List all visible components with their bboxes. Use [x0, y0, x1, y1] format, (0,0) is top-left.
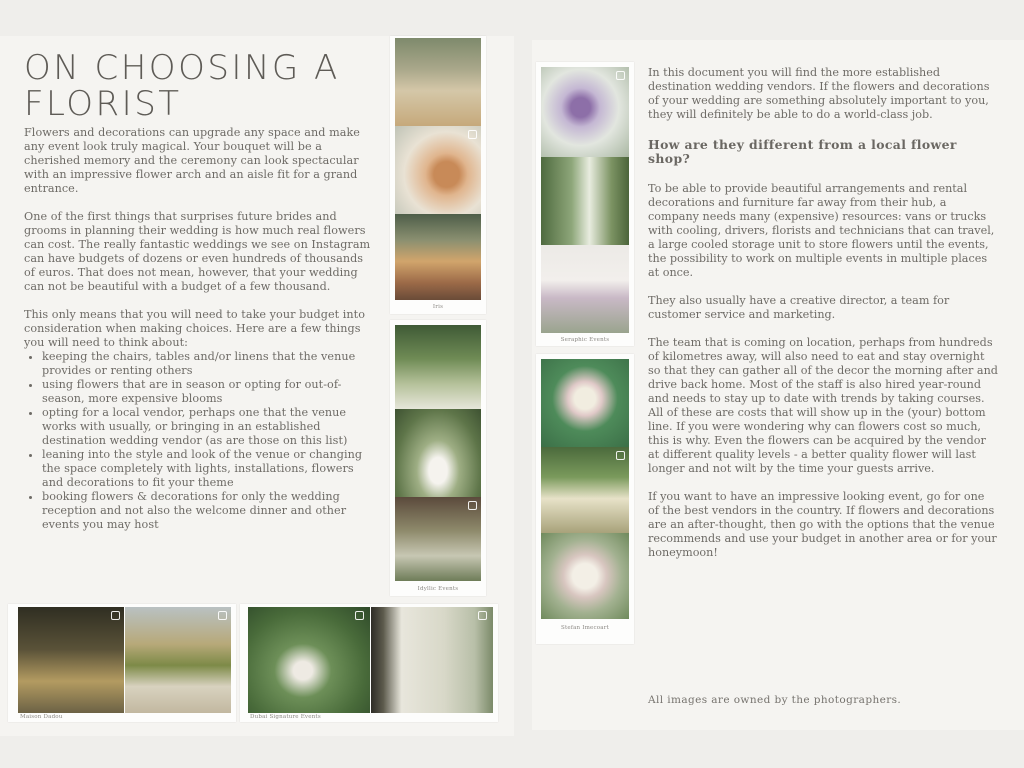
paragraph: To be able to provide beautiful arrangements and rental decorations and furniture far away from their hub, a company needs many (expensive) resources: vans or trucks with cooling, drivers, florists and technicians that can travel, a large cooled storage unit to store flowers until the events, the possibility to work on multiple events in multiple places at once.	[648, 182, 995, 279]
instagram-icon	[616, 451, 625, 460]
photo-reception-hall	[395, 38, 481, 126]
paragraph: In this document you will find the more established destination wedding vendors. If the flowers and decorations of your wedding are something absolutely important to you, they will definitely be able to do a world-class job.	[648, 66, 990, 121]
photo-bouquet-green	[541, 359, 629, 447]
considerations-list	[24, 350, 374, 532]
photo-outdoor-chairs	[18, 607, 124, 713]
photo-credit: Maison Dadou	[20, 714, 63, 720]
list-item: • opting for a local vendor, perhaps one that the venue works with usually, or bringing in an established destination wedding vendor (as are those on this list)	[42, 406, 374, 448]
photo-floral-doorway	[541, 157, 629, 245]
pin-icon	[355, 611, 364, 620]
photo-card-stefan	[536, 354, 634, 644]
photo-garden-table	[395, 325, 481, 409]
instagram-icon	[468, 130, 477, 139]
image-ownership-note: All images are owned by the photographers.	[648, 694, 902, 706]
paragraph: Flowers and decorations can upgrade any space and make any event look truly magical. Your bouquet will be a cherished memory and the ceremony can look spectacular with an impressive flower arch and an aisle fit for a grand entrance.	[24, 126, 360, 195]
page-title: ON CHOOSING A FLORIST	[24, 48, 340, 124]
video-icon	[468, 501, 477, 510]
list-item: • keeping the chairs, tables and/or linens that the venue provides or renting others	[42, 350, 374, 378]
photo-sunset-dinner	[125, 607, 231, 713]
left-body	[24, 126, 374, 532]
photo-credit: Iris	[432, 304, 444, 310]
photo-hand-bouquet	[541, 533, 629, 619]
photo-card-maison	[8, 604, 236, 722]
photo-credit: Dubai Signature Events	[250, 714, 321, 720]
list-item: • using flowers that are in season or opting for out-of-season, more expensive blooms	[42, 378, 374, 406]
instagram-icon	[616, 71, 625, 80]
video-icon	[111, 611, 120, 620]
photo-purple-centerpiece	[541, 67, 629, 157]
photo-white-flower-wall	[371, 607, 493, 713]
list-item: • leaning into the style and look of the venue or changing the space completely with lights, installations, flowers and decorations to fit your theme	[42, 448, 374, 490]
right-body	[648, 66, 998, 574]
photo-peach-roses	[395, 126, 481, 214]
paragraph: The team that is coming on location, perhaps from hundreds of kilometres away, will also need to eat and stay overnight so that they can gather all of the decor the morning after and drive back home. Most of the staff is also hired year-round and needs to stay up to date with trends by taking courses. All of these are costs that will show up in the (your) bottom line. If you were wondering why can flowers cost so much, this is why. Even the flowers can be acquired by the vendor at different quality levels - a better quality flower will last longer and not wilt by the time your guests arrive.	[648, 336, 998, 475]
photo-bride-garden	[248, 607, 370, 713]
photo-ceremony-arch	[541, 245, 629, 333]
photo-long-table	[541, 447, 629, 533]
list-item: • booking flowers & decorations for only the wedding reception and not also the welcome dinner and other events you may host	[42, 490, 374, 532]
photo-flower-wall	[395, 497, 481, 581]
photo-card-seraphic	[536, 62, 634, 346]
photo-credit: Idyllic Events	[417, 586, 459, 592]
photo-card-idyllic	[390, 320, 486, 596]
section-heading: How are they different from a local flower shop?	[648, 137, 957, 166]
paragraph: One of the first things that surprises future brides and grooms in planning their wedding is how much real flowers can cost. The really fantastic weddings we see on Instagram can have budgets of dozens or even hundreds of thousands of euros. That does not mean, however, that your wedding can not be beautiful with a budget of a few thousand.	[24, 210, 371, 293]
photo-credit: Stefan Imecoart	[561, 625, 609, 631]
paragraph: This only means that you will need to take your budget into consideration when making choices. Here are a few things you will need to think about:	[24, 308, 366, 349]
paragraph: They also usually have a creative director, a team for customer service and marketing.	[648, 294, 950, 321]
photo-bride-arch	[395, 409, 481, 497]
photo-card-dubai	[240, 604, 498, 722]
carousel-icon	[478, 611, 487, 620]
instagram-icon	[218, 611, 227, 620]
photo-greenhouse-venue	[395, 214, 481, 300]
paragraph: If you want to have an impressive looking event, go for one of the best vendors in the country. If flowers and decorations are an after-thought, then go with the options that the venue recommends and use your budget in another area or for your honeymoon!	[648, 490, 997, 559]
photo-card-iris	[390, 36, 486, 314]
photo-credit: Seraphic Events	[560, 337, 610, 343]
